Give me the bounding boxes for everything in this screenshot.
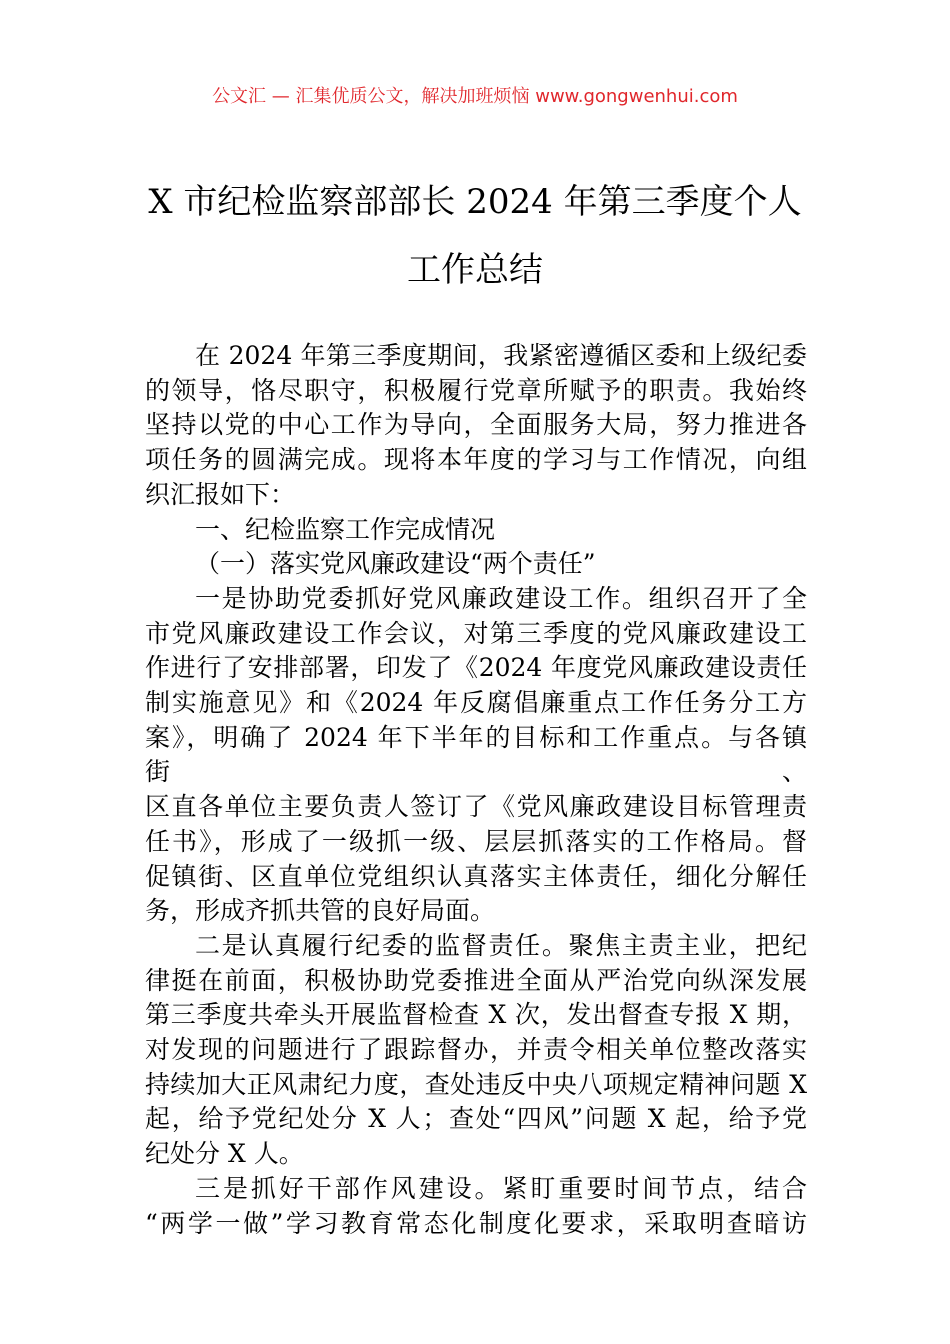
text-line: 二是认真履行纪委的监督责任。聚焦主责主业，把纪 bbox=[195, 930, 807, 960]
text-line: 对发现的问题进行了跟踪督办，并责令相关单位整改落实 bbox=[145, 1035, 807, 1065]
watermark-banner: 公文汇 — 汇集优质公文，解决加班烦恼 www.gongwenhui.com bbox=[212, 86, 738, 107]
text-line: 项任务的圆满完成。现将本年度的学习与工作情况，向组 bbox=[145, 445, 807, 475]
text-line: “两学一做”学习教育常态化制度化要求，采取明查暗访 bbox=[145, 1208, 807, 1238]
text-line: 起，给予党纪处分 X 人；查处“四风”问题 X 起，给予党 bbox=[145, 1104, 807, 1134]
text-line: 市党风廉政建设工作会议，对第三季度的党风廉政建设工 bbox=[145, 618, 807, 648]
text-line: （一）落实党风廉政建设“两个责任” bbox=[195, 549, 596, 579]
text-line: 第三季度共牵头开展监督检查 X 次，发出督查专报 X 期， bbox=[145, 1000, 807, 1030]
text-line: 坚持以党的中心工作为导向，全面服务大局，努力推进各 bbox=[145, 410, 807, 440]
text-line: 任书》，形成了一级抓一级、层层抓落实的工作格局。督 bbox=[145, 826, 807, 856]
text-line: 的领导，恪尽职守，积极履行党章所赋予的职责。我始终 bbox=[145, 375, 807, 405]
text-line: 纪处分 X 人。 bbox=[145, 1139, 304, 1169]
text-line: 制实施意见》和《2024 年反腐倡廉重点工作任务分工方 bbox=[145, 688, 807, 718]
document-title-line-2: 工作总结 bbox=[407, 250, 543, 290]
text-line: 律挺在前面，积极协助党委推进全面从严治党向纵深发展 bbox=[145, 965, 807, 995]
text-line: 织汇报如下： bbox=[145, 479, 296, 509]
text-line: 三是抓好干部作风建设。紧盯重要时间节点，结合 bbox=[195, 1173, 807, 1203]
text-line: 持续加大正风肃纪力度，查处违反中央八项规定精神问题 X bbox=[145, 1069, 807, 1099]
text-line: 促镇街、区直单位党组织认真落实主体责任，细化分解任 bbox=[145, 861, 807, 891]
document-title-line-1: X 市纪检监察部部长 2024 年第三季度个人 bbox=[148, 182, 802, 222]
text-line: 区直各单位主要负责人签订了《党风廉政建设目标管理责 bbox=[145, 792, 807, 822]
text-line: 作进行了安排部署，印发了《2024 年度党风廉政建设责任 bbox=[145, 653, 807, 683]
text-line: 案》，明确了 2024 年下半年的目标和工作重点。与各镇街、 bbox=[145, 722, 807, 787]
text-line: 务，形成齐抓共管的良好局面。 bbox=[145, 896, 496, 926]
text-line: 一、纪检监察工作完成情况 bbox=[195, 514, 496, 544]
text-line: 在 2024 年第三季度期间，我紧密遵循区委和上级纪委 bbox=[195, 341, 807, 370]
text-line: 一是协助党委抓好党风廉政建设工作。组织召开了全 bbox=[195, 583, 807, 613]
document-body bbox=[145, 339, 807, 1241]
